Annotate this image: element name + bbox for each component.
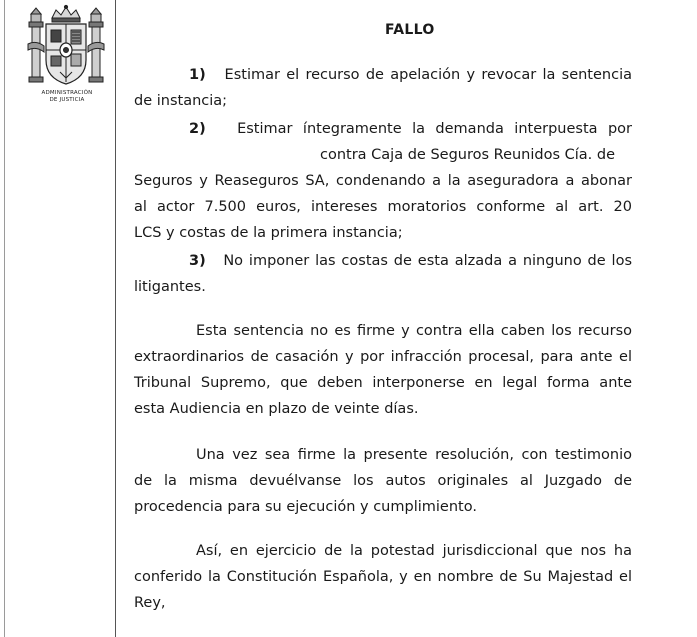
return-records-line3: procedencia para su ejecución y cumplimiento. (134, 499, 477, 515)
appeal-notice (134, 318, 632, 422)
ruling-point-2-line4: al actor 7.500 euros, intereses moratorios conforme al art. 20 (134, 199, 632, 215)
section-title: FALLO (385, 22, 435, 38)
closing-formula-line2: conferido la Constitución Española, y en nombre de Su Majestad el (134, 569, 632, 585)
ruling-point-1-line2: de instancia; (134, 93, 228, 109)
ruling-point-3-line1: 3) No imponer las costas de esta alzada a ninguno de los (189, 253, 633, 269)
ruling-point-3 (134, 248, 632, 300)
ruling-point-1-number: 1) (189, 67, 206, 83)
appeal-notice-line2: extraordinarios de casación y por infracción procesal, para ante el (134, 349, 632, 365)
crest-caption-line1: ADMINISTRACIÓN (41, 90, 93, 96)
appeal-notice-line3: Tribunal Supremo, que deben interponerse en legal forma ante (134, 375, 632, 391)
ruling-point-2-line2: contra Caja de Seguros Reunidos Cía. de (320, 147, 616, 163)
coat-of-arms-icon (26, 4, 106, 90)
page-edge-line (4, 0, 5, 637)
ruling-point-1-line1: 1) Estimar el recurso de apelación y revocar la sentencia (189, 67, 632, 83)
closing-formula-line3: Rey, (134, 595, 166, 611)
closing-formula (134, 538, 632, 616)
ruling-point-2-line1: 2) Estimar íntegramente la demanda interpuesta por (189, 121, 632, 137)
ruling-point-2-line5: LCS y costas de la primera instancia; (134, 225, 403, 241)
appeal-notice-line1: Esta sentencia no es firme y contra ella caben los recurso (196, 323, 632, 339)
ruling-point-1 (134, 62, 632, 114)
margin-rule (115, 0, 116, 637)
appeal-notice-line4: esta Audiencia en plazo de veinte días. (134, 401, 419, 417)
ruling-point-3-number: 3) (189, 253, 206, 269)
ruling-point-2-line3: Seguros y Reaseguros SA, condenando a la aseguradora a abonar (134, 173, 632, 189)
return-records-notice (134, 442, 632, 520)
ruling-point-2 (134, 116, 632, 246)
ruling-point-3-line2: litigantes. (134, 279, 206, 295)
crest-caption (22, 90, 112, 103)
return-records-line2: de la misma devuélvanse los autos originales al Juzgado de (134, 473, 632, 489)
return-records-line1: Una vez sea firme la presente resolución, con testimonio (196, 447, 632, 463)
closing-formula-line1: Así, en ejercicio de la potestad jurisdiccional que nos ha (196, 543, 632, 559)
ruling-point-2-number: 2) (189, 121, 206, 137)
crest-caption-line2: DE JUSTICIA (49, 96, 85, 103)
